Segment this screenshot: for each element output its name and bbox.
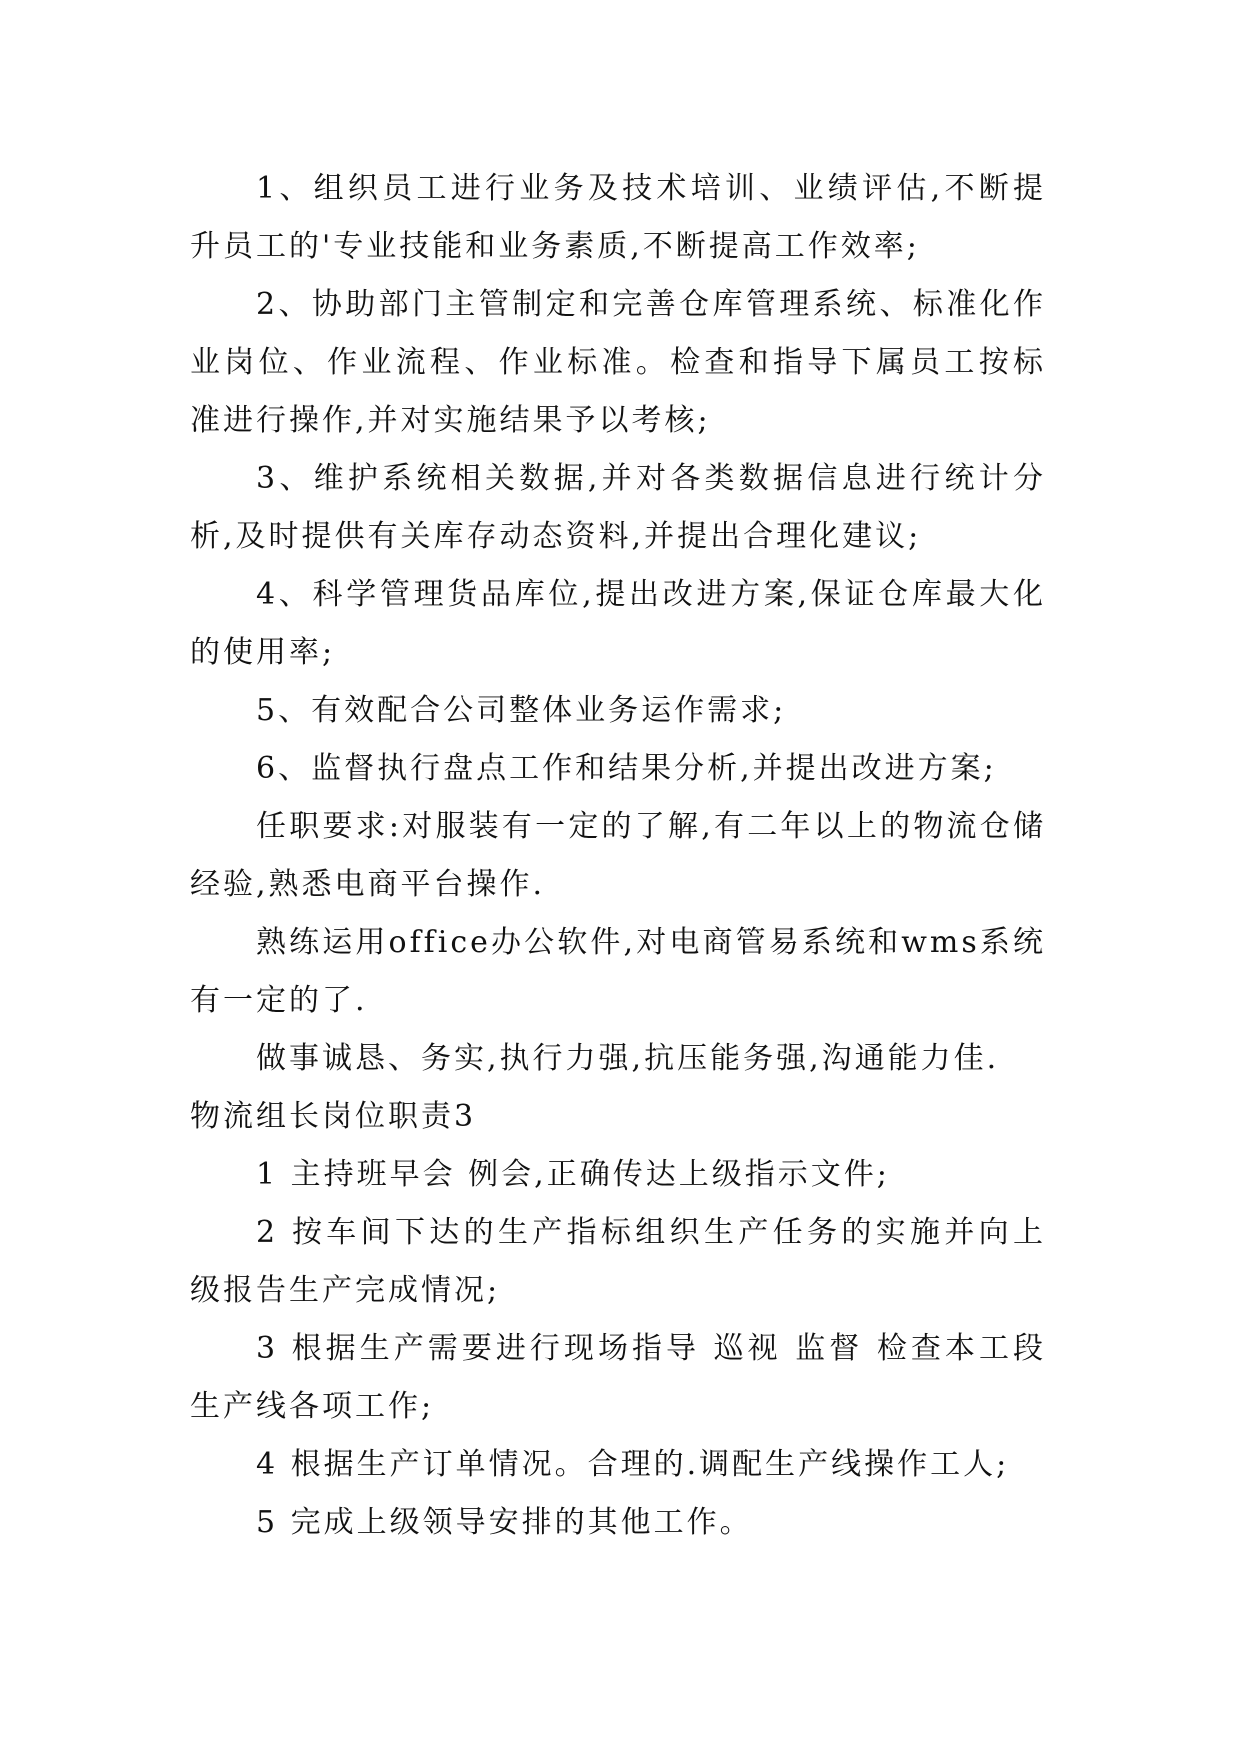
paragraph: 3 根据生产需要进行现场指导 巡视 监督 检查本工段生产线各项工作; [190,1331,1046,1424]
paragraph: 2、协助部门主管制定和完善仓库管理系统、标准化作业岗位、作业流程、作业标准。检查和指导下属员工按标准进行操作,并对实施结果予以考核; [190,287,1046,438]
paragraph: 1 主持班早会 例会,正确传达上级指示文件; [256,1157,890,1192]
paragraph: 5、有效配合公司整体业务运作需求; [256,693,787,728]
paragraph: 4、科学管理货品库位,提出改进方案,保证仓库最大化的使用率; [190,577,1046,670]
paragraph: 6、监督执行盘点工作和结果分析,并提出改进方案; [256,751,997,786]
paragraph: 4 根据生产订单情况。合理的.调配生产线操作工人; [256,1447,1010,1482]
paragraph: 2 按车间下达的生产指标组织生产任务的实施并向上级报告生产完成情况; [190,1215,1046,1308]
paragraph: 5 完成上级领导安排的其他工作。 [256,1505,753,1540]
section-heading: 物流组长岗位职责3 [190,1099,477,1134]
paragraph: 任职要求:对服装有一定的了解,有二年以上的物流仓储经验,熟悉电商平台操作. [190,809,1046,902]
paragraph: 3、维护系统相关数据,并对各类数据信息进行统计分析,及时提供有关库存动态资料,并提出合理化建议; [190,461,1046,554]
paragraph: 熟练运用office办公软件,对电商管易系统和wms系统有一定的了. [190,925,1046,1018]
document-body [190,160,1046,1552]
paragraph: 做事诚恳、务实,执行力强,抗压能务强,沟通能力佳. [256,1041,1000,1076]
paragraph: 1、组织员工进行业务及技术培训、业绩评估,不断提升员工的'专业技能和业务素质,不断提高工作效率; [190,171,1046,264]
